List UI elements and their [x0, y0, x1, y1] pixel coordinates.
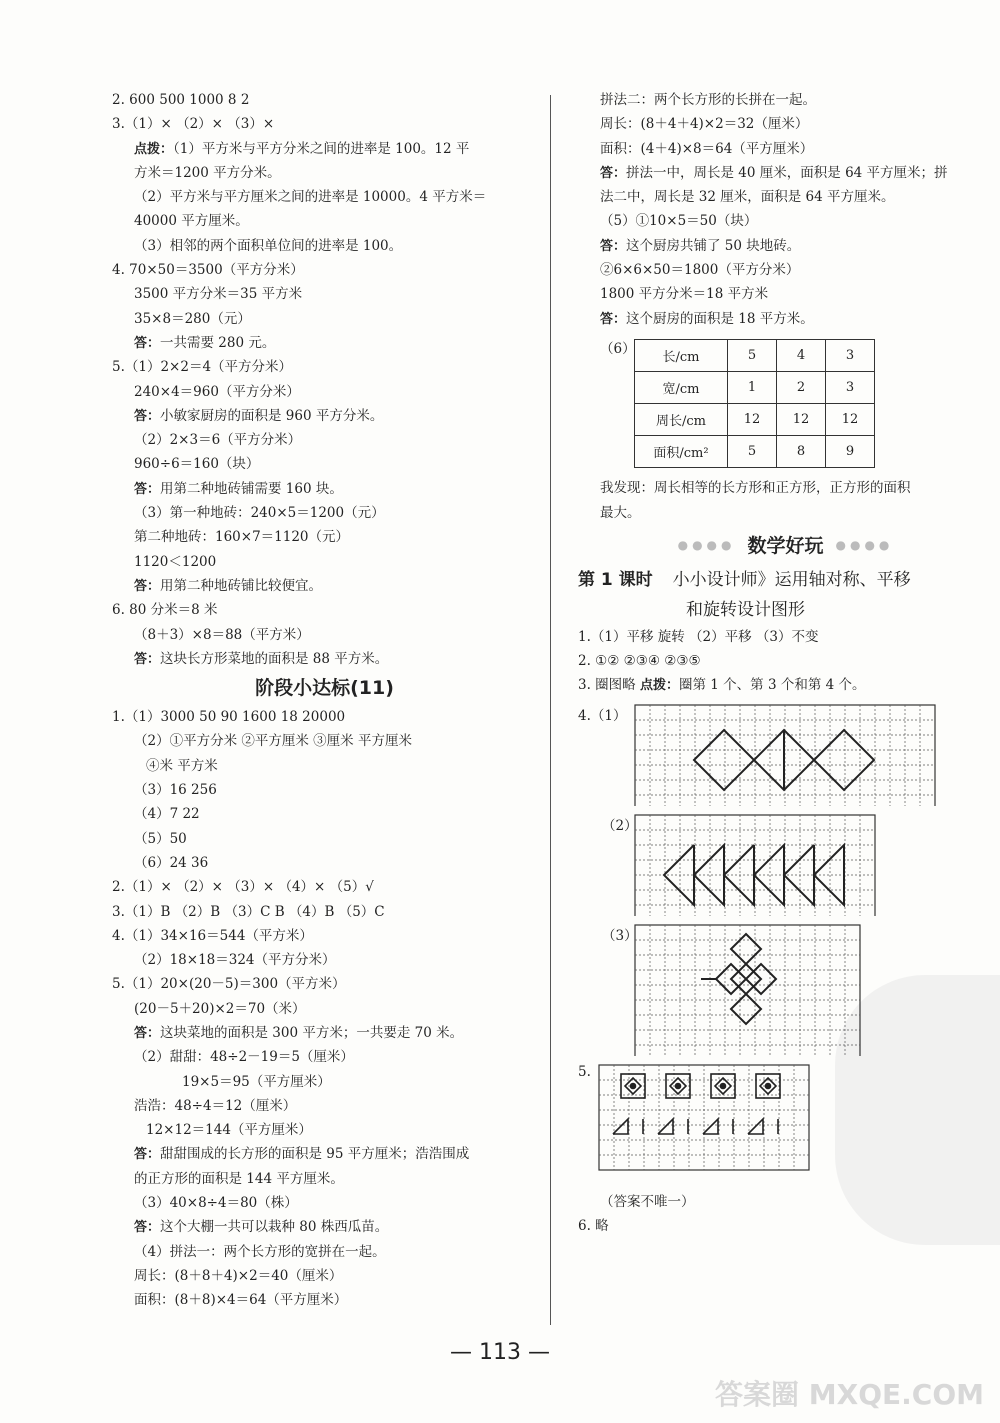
- answer-line: [578, 625, 993, 649]
- answer-line: [578, 258, 993, 282]
- hint-prefix: 点拨：: [639, 678, 679, 694]
- figure-4-3: [578, 924, 993, 1056]
- line-text: 拼法二：两个长方形的长拼在一起。: [600, 92, 816, 108]
- answer-prefix: 答：: [134, 578, 161, 594]
- line-text: 拼法一中，周长是 40 厘米，面积是 64 平方厘米；拼: [626, 164, 948, 181]
- line-text: ②6×6×50＝1800（平方分米）: [600, 262, 800, 279]
- table-cell: 12: [728, 404, 777, 436]
- answer-note: （答案不唯一）: [600, 1193, 695, 1210]
- row-header: 面积/cm²: [635, 436, 728, 468]
- line-text: (20－5＋20)×2＝70（米）: [134, 1000, 306, 1017]
- figure-label: 5.: [578, 1063, 591, 1080]
- answer-line: [112, 234, 537, 258]
- answer-line: [112, 137, 537, 161]
- column-divider: [550, 95, 551, 1325]
- answer-prefix: 答：: [134, 481, 161, 497]
- fun-title: 数学好玩: [747, 535, 824, 558]
- section-title: [112, 671, 537, 705]
- answer-prefix: 答：: [134, 335, 161, 351]
- line-text: 1.（1）3000 50 90 1600 18 20000: [112, 709, 346, 726]
- right-column: [578, 88, 993, 1238]
- table-cell: 8: [777, 436, 826, 468]
- decor-dots-right: ●●●●: [835, 537, 894, 552]
- page-number: — 113 —: [450, 1340, 550, 1365]
- section-fun-math: [578, 525, 993, 565]
- answer-line: [112, 161, 537, 185]
- answer-line: [112, 88, 537, 112]
- line-text: 2.（1）× （2）× （3）× （4）× （5）√: [112, 879, 374, 896]
- line-text: 3.（1）× （2）× （3）×: [112, 116, 275, 133]
- line-text: （1）平方米与平方分米之间的进率是 100。12 平: [173, 140, 470, 157]
- line-text: （4）拼法一：两个长方形的宽拼在一起。: [134, 1243, 386, 1260]
- answer-prefix: 答：: [134, 1025, 161, 1041]
- table-row: [635, 340, 875, 372]
- answer-line: [112, 1288, 537, 1312]
- row-header: 宽/cm: [635, 372, 728, 404]
- answer-line: [112, 900, 537, 924]
- line-text: （4）7 22: [134, 806, 200, 823]
- line-text: 甜甜围成的长方形的面积是 95 平方厘米；浩浩围成: [160, 1146, 470, 1163]
- answer-line: [112, 1215, 537, 1239]
- answer-line: [112, 307, 537, 331]
- answer-line: [578, 649, 993, 673]
- table-cell: 9: [826, 436, 875, 468]
- line-text: 这块长方形菜地的面积是 88 平方米。: [160, 650, 389, 667]
- line-text: 用第二种地砖铺需要 160 块。: [160, 480, 343, 497]
- line-text: 3.（1）B （2）B （3）C B （4）B （5）C: [112, 903, 385, 920]
- answer-line: [578, 501, 993, 525]
- answer-line: [112, 1142, 537, 1166]
- answer-prefix: 点拨：: [134, 141, 174, 157]
- answer-line: [112, 404, 537, 428]
- line-text: （6）24 36: [134, 854, 209, 871]
- line-text: 这个厨房共铺了 50 块地砖。: [626, 237, 801, 254]
- answer-line: [112, 428, 537, 452]
- answer-line: [578, 185, 993, 209]
- line-text: 5.（1）20×(20－5)＝300（平方米）: [112, 976, 346, 993]
- line-text: （8＋3）×8＝88（平方米）: [134, 626, 310, 643]
- line-text: 阶段小达标(11): [255, 677, 394, 700]
- figure-4-2: [578, 814, 993, 916]
- answer-line: [112, 331, 537, 355]
- decor-dots-left: ●●●●: [677, 537, 736, 552]
- line-text: （2）2×3＝6（平方分米）: [134, 432, 302, 449]
- line-text: 960÷6＝160（块）: [134, 456, 260, 473]
- table-cell: 5: [728, 436, 777, 468]
- line-text: 1120＜1200: [134, 553, 217, 570]
- answer-line: [578, 673, 993, 697]
- lesson-name: 小小设计师》运用轴对称、平移: [672, 569, 911, 590]
- answer-prefix: 答：: [134, 651, 161, 667]
- comparison-table: [634, 339, 875, 468]
- table-cell: 3: [826, 340, 875, 372]
- answer-line: [112, 1045, 537, 1069]
- hint-text: 圈第 1 个、第 3 个和第 4 个。: [678, 677, 866, 694]
- line-text: （2）平方米与平方厘米之间的进率是 10000。4 平方米＝: [134, 189, 487, 206]
- line-text: 这个大棚一共可以栽种 80 株西瓜苗。: [160, 1219, 389, 1236]
- line-text: 40000 平方厘米。: [134, 213, 249, 230]
- lesson-title: 第 1 课时: [578, 569, 653, 590]
- answer-line: [112, 525, 537, 549]
- figure-label: 4.（1）: [578, 707, 627, 724]
- answer-line: [578, 476, 993, 500]
- answer-line: [112, 623, 537, 647]
- line-text: 1800 平方分米＝18 平方米: [600, 286, 769, 303]
- grid-figure-diamonds: [634, 704, 936, 806]
- line-text: 240×4＝960（平方分米）: [134, 383, 300, 400]
- table-cell: 12: [777, 404, 826, 436]
- answer-line: [578, 161, 993, 185]
- answer-line: [578, 112, 993, 136]
- answer-line: [112, 1240, 537, 1264]
- left-column: [112, 88, 537, 1313]
- table-row: [635, 372, 875, 404]
- grid-figure-flower: [634, 924, 861, 1056]
- answer-prefix: 答：: [134, 1220, 161, 1236]
- line-text: （2）①平方分米 ②平方厘米 ③厘米 平方厘米: [134, 733, 412, 750]
- table-cell: 4: [777, 340, 826, 372]
- answer-line: [578, 234, 993, 258]
- answer-line: [112, 1264, 537, 1288]
- row-header: 周长/cm: [635, 404, 728, 436]
- answer-line: [112, 501, 537, 525]
- lesson-name-2: 和旋转设计图形: [686, 599, 805, 620]
- answer-line: [112, 972, 537, 996]
- answer-line: [112, 574, 537, 598]
- figure-5: [578, 1064, 993, 1182]
- line-text: （2）甜甜：48÷2－19＝5（厘米）: [134, 1049, 354, 1066]
- line-text: 12×12＝144（平方厘米）: [146, 1122, 312, 1139]
- answer-line: [112, 282, 537, 306]
- line-text: 4. 70×50＝3500（平方分米）: [112, 262, 304, 279]
- line-text: （3）16 256: [134, 782, 217, 799]
- answer-line: [578, 88, 993, 112]
- answer-line: [578, 137, 993, 161]
- answer-line: [112, 477, 537, 501]
- table-cell: 1: [728, 372, 777, 404]
- grid-figure-pattern: [598, 1064, 810, 1182]
- answer-line: [112, 1167, 537, 1191]
- line-text: 4.（1）34×16＝544（平方米）: [112, 927, 313, 944]
- answer-line: [112, 598, 537, 622]
- answer-line: [112, 754, 537, 778]
- line-text: 5.（1）2×2＝4（平方分米）: [112, 359, 293, 376]
- answer-line: [112, 112, 537, 136]
- answer-prefix: 答：: [134, 408, 161, 424]
- answer-line: [112, 209, 537, 233]
- line-text: 面积：(8＋8)×4＝64（平方厘米）: [134, 1292, 348, 1309]
- answer-line: [112, 997, 537, 1021]
- answer-line: [112, 355, 537, 379]
- answer-line: [112, 802, 537, 826]
- line-text: （5）①10×5＝50（块）: [600, 213, 758, 230]
- table-cell: 2: [777, 372, 826, 404]
- line-text: （3）第一种地砖：240×5＝1200（元）: [134, 505, 385, 522]
- figure-4-1: [578, 704, 993, 806]
- line-text: （3）40×8÷4＝80（株）: [134, 1195, 298, 1212]
- line-text: 周长：(8＋8＋4)×2＝40（厘米）: [134, 1267, 343, 1284]
- answer-prefix: 答：: [600, 311, 627, 327]
- line-text: 2. ①② ②③④ ②③⑤: [578, 653, 701, 670]
- answer-line: [112, 705, 537, 729]
- line-text: 方米＝1200 平方分米。: [134, 164, 281, 181]
- line-text: 这块菜地的面积是 300 平方米；一共要走 70 米。: [160, 1024, 464, 1041]
- line-text: 这个厨房的面积是 18 平方米。: [626, 310, 814, 327]
- question-6: 6. 略: [578, 1218, 609, 1235]
- line-text: 第二种地砖：160×7＝1120（元）: [134, 529, 350, 546]
- table-row: [635, 404, 875, 436]
- line-text: 面积：(4＋4)×8＝64（平方厘米）: [600, 140, 814, 157]
- answer-line: [112, 452, 537, 476]
- line-text: 3. 圈图略: [578, 677, 640, 694]
- answer-line: [112, 1191, 537, 1215]
- line-text: 一共需要 280 元。: [160, 334, 276, 351]
- answer-line: [112, 924, 537, 948]
- answer-prefix: 答：: [600, 165, 627, 181]
- table-cell: 12: [826, 404, 875, 436]
- line-text: 小敏家厨房的面积是 960 平方分米。: [160, 407, 384, 424]
- line-text: （5）50: [134, 830, 187, 847]
- line-text: 19×5＝95（平方厘米）: [182, 1073, 331, 1090]
- watermark-text: 答案圈 MXQE.COM: [715, 1378, 984, 1411]
- row-header: 长/cm: [635, 340, 728, 372]
- answer-line: [112, 258, 537, 282]
- grid-figure-triangles: [634, 814, 876, 916]
- line-text: 用第二种地砖铺比较便宜。: [160, 577, 323, 594]
- line-text: 1.（1）平移 旋转 （2）平移 （3）不变: [578, 628, 819, 645]
- answer-line: [578, 307, 993, 331]
- line-text: 周长：(8＋4＋4)×2＝32（厘米）: [600, 116, 809, 133]
- line-text: 2. 600 500 1000 8 2: [112, 92, 250, 108]
- line-text: 35×8＝280（元）: [134, 310, 251, 327]
- table-cell: 5: [728, 340, 777, 372]
- line-text: 最大。: [600, 504, 641, 521]
- line-text: ④米 平方米: [146, 757, 218, 774]
- line-text: （2）18×18＝324（平方分米）: [134, 952, 336, 969]
- answer-line: [578, 209, 993, 233]
- answer-line: [112, 827, 537, 851]
- answer-prefix: 答：: [600, 238, 627, 254]
- line-text: 6. 80 分米＝8 米: [112, 602, 218, 619]
- figure-label: （3）: [602, 927, 638, 944]
- table-label: （6）: [600, 340, 636, 357]
- line-text: 的正方形的面积是 144 平方厘米。: [134, 1170, 344, 1187]
- answer-line: [112, 380, 537, 404]
- answer-line: [112, 1118, 537, 1142]
- lesson-heading: [578, 565, 993, 625]
- table-cell: 3: [826, 372, 875, 404]
- answer-line: [112, 1021, 537, 1045]
- line-text: （3）相邻的两个面积单位间的进率是 100。: [134, 237, 403, 254]
- answer-line: [112, 647, 537, 671]
- answer-line: [112, 948, 537, 972]
- line-text: 浩浩：48÷4＝12（厘米）: [134, 1097, 297, 1114]
- answer-prefix: 答：: [134, 1147, 161, 1163]
- figure-label: （2）: [602, 817, 638, 834]
- answer-line: [112, 851, 537, 875]
- answer-line: [112, 778, 537, 802]
- answer-line: [112, 1070, 537, 1094]
- answer-line: [112, 185, 537, 209]
- answer-line: [112, 1094, 537, 1118]
- line-text: 法二中，周长是 32 厘米，面积是 64 平方厘米。: [600, 189, 895, 206]
- answer-line: [112, 729, 537, 753]
- grid-frame: [635, 925, 860, 1056]
- answer-line: [578, 282, 993, 306]
- line-text: 我发现：周长相等的长方形和正方形，正方形的面积: [600, 480, 911, 497]
- answer-line: [112, 550, 537, 574]
- answer-line: [112, 875, 537, 899]
- table-row: [635, 436, 875, 468]
- line-text: 3500 平方分米＝35 平方米: [134, 286, 303, 303]
